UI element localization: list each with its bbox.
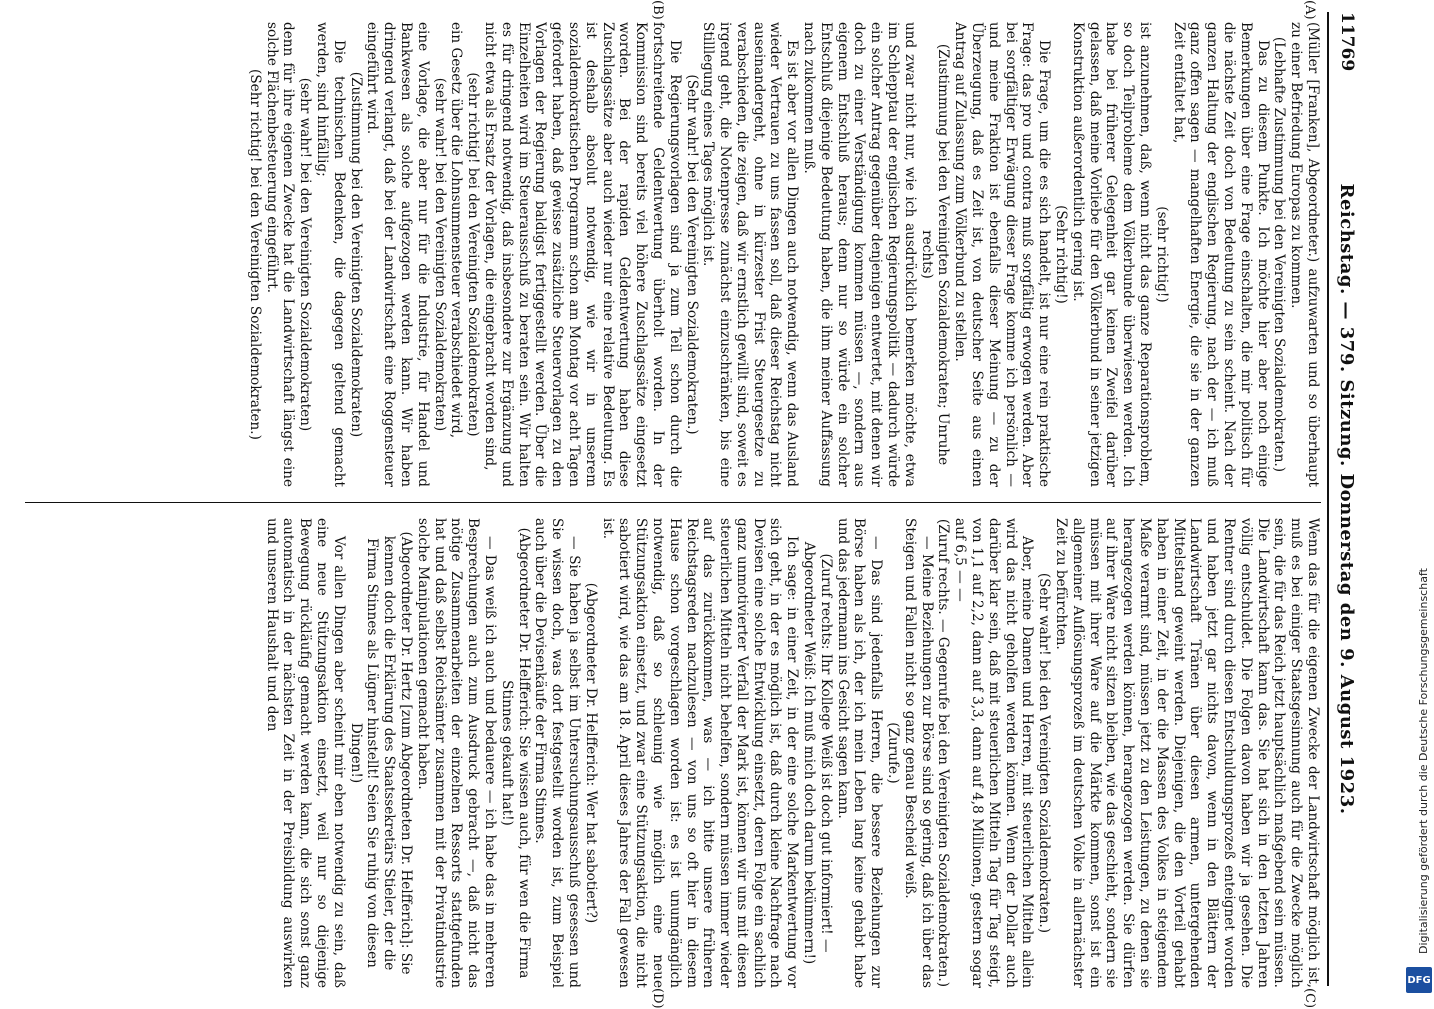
interjection: (sehr wahr! bei den Vereinigten Sozialdemokraten) <box>297 77 314 432</box>
paragraph: — Das sind jedenfalls Herren, die bessere Beziehungen zur Börse haben als ich, der ich mein Leben lang keine gehabt habe und das jedermann ins Gesicht sagen kann. <box>834 518 885 988</box>
running-title: Reichstag. — 379. Sitzung. Donnerstag den 9. August 1923. <box>1336 183 1357 815</box>
rotated-page <box>15 0 1365 1009</box>
interjection: (Zustimmung bei den Vereinigten Sozialdemokraten) <box>347 71 364 438</box>
paragraph: Ich sage: in einer Zeit, in der eine solche Markentwertung vor sich geht, in der es möglich ist, daß durch kleine Nachfrage nach Devisen eine solche Entwicklung einsetzt, deren Folge ein sachlich ganz unmotivierter Verfall der Mark ist, können wir uns mit diesen steuerlichen Mitteln nicht behelfen, sondern müssen immer wieder auf das zurückkommen, was — ich bitte unsere früheren Reichstagsreden nachzulesen — von uns so oft hier in diesem Hause schon vorgeschlagen worden ist: es ist unumgänglich notwendig, daß so schleunig wie möglich eine neue Stützungsaktion einsetzt, und zwar eine Stützungsaktion, die nicht sabotiert wird, wie das am 18. April dieses Jahres der Fall gewesen ist. <box>599 518 801 988</box>
paragraph: Aber, meine Damen und Herren, mit steuerlichen Mitteln allein wird das nicht geholfen werden können. Wenn der Dollar auch darüber klar sein, daß mit steuerlichen Mitteln Tag für Tag steigt, von 1,1 auf 2,2, dann auf 3,3, dann auf 4,8 Millionen, gestern sogar auf 6,5 — — <box>952 518 1036 988</box>
interjection: (Zuruf rechts: Ihr Kollege Weiß ist doch gut informiert! — Abgeordneter Weiß: Ich muß mich doch darum bekümmern!) <box>801 541 834 965</box>
paragraph: Wenn das für die eigenen Zwecke der Landwirtschaft möglich ist, muß es bei einiger Staatsgesinnung auch für die Zwecke möglich sein, die für das Reich jetzt hauptsächlich maßgebend sein müssen. Die Landwirtschaft kann das. Sie hat sich in den letzten Jahren völlig entschuldet. Die Folgen davon haben wir ja gesehen. Die Rentner sind durch diesen Entschuldungsprozeß enteignet worden und haben jetzt gar nichts davon, wenn in den Blättern der Landwirtschaft Tränen über diesen armen, untergehenden Mittelstand geweint werden. Diejenigen, die den Vorteil gehabt haben in einer Zeit, in der die Massen des Volkes in steigendem Maße verarmt sind, müssen jetzt zu den Leistungen, zu denen sie herangezogen werden können, herangezogen werden. Sie dürfen auf ihrer Ware nicht sitzen bleiben, wie das geschieht, sondern sie müssen mit ihrer Ware auf die Märkte kommen, sonst ist ein allgemeiner Auflösungsprozeß im deutschen Volke in allernächster Zeit zu befürchten. <box>1053 518 1321 988</box>
margin-marker-b: (B) <box>650 0 665 20</box>
paragraph: und zwar nicht nur, wie ich ausdrücklich bemerken möchte, etwa im Schlepptau der englischen Regierungspolitik — dadurch würde ein solcher Antrag gegenüber denjenigen entwertet, mit denen wir doch zu einer Verständigung kommen müssen —, sondern aus eigenem Entschluß heraus; denn nur so würde ein solcher Entschluß diejenige Bedeutung haben, die ihm meiner Auffassung nach zukommen muß. <box>801 22 918 487</box>
interjection: (Sehr wahr! bei den Vereinigten Sozialdemokraten.) <box>1036 572 1053 934</box>
paragraph: eine Vorlage, die aber nur für die Industrie, für Handel und Bankwesen als solche aufgezogen werden kann. Wir haben dringend verlangt, daß bei der Landwirtschaft eine Roggensteuer eingeführt wird. <box>364 22 431 487</box>
funding-note-text: Digitalisierung gefördert durch die Deutsche Forschungsgemeinschaft <box>1417 568 1430 954</box>
interjection: (Abgeordneter Dr. Helfferich: Wer hat sabotiert?) <box>582 582 599 924</box>
interjection: (sehr wahr! bei den Vereinigten Sozialdemokraten) <box>431 77 448 432</box>
interjection: (Sehr richtig! bei den Vereinigten Sozialdemokraten.) <box>246 69 263 440</box>
margin-marker-a: (A) <box>1302 0 1317 20</box>
digitization-sidebar <box>1402 0 1434 1000</box>
interjection: (Sehr wahr! bei den Vereinigten Sozialdemokraten.) <box>683 74 700 435</box>
right-column <box>25 518 1321 988</box>
interjection: (Zustimmung bei den Vereinigten Sozialdemokraten; Unruhe rechts) <box>918 43 952 466</box>
margin-marker-c: (C) <box>1302 988 1317 1009</box>
paragraph: Die technischen Bedenken, die dagegen geltend gemacht werden, sind hinfällig; <box>313 22 347 487</box>
interjection: (Abgeordneter Dr. Helfferich: Sie wissen auch, für wen die Firma Stinnes gekauft hat!) <box>498 527 532 979</box>
paragraph: Es ist aber vor allen Dingen auch notwendig, wenn das Ausland wieder Vertrauen zu uns fassen soll, daß dieser Reichstag nicht auseinandergeht, ohne in kürzester Frist Steuergesetze zu verabschieden, die zeigen, daß wir ernstlich gewillt sind, soweit es irgend geht, die Notenpresse zunächst einzuschränken, bis eine Stilllegung eines Tages möglich ist. <box>700 22 801 487</box>
page-header <box>1327 12 1359 986</box>
paragraph: Die Frage, um die es sich handelt, ist nur eine rein praktische Frage: das pro und contra muß sorgfältig erwogen werden. Aber bei sorgfältiger Erwägung dieser Frage komme ich persönlich — und meine Fraktion ist ebenfalls dieser Meinung — zu der Überzeugung, daß es Zeit ist, von deutscher Seite aus einen Antrag auf Zulassung zum Völkerbund zu stellen. <box>952 22 1053 487</box>
interjection: (sehr richtig!) <box>1153 206 1170 303</box>
paragraph: Das zu diesem Punkte. Ich möchte hier aber noch einige Bemerkungen über eine Frage einschalten, die mir politisch für die nächste Zeit doch von Bedeutung zu sein scheint. Nach der ganzen Haltung der englischen Regierung, nach der — ich muß ganz offen sagen — mangelhaften Energie, die sie in der ganzen Zeit entfaltet hat, <box>1170 22 1271 487</box>
paragraph: Vor allen Dingen aber scheint mir eben notwendig zu sein, daß eine neue Stützungsaktion einsetzt, weil nur so diejenige Bewegung rückläufig gemacht werden kann, die sich sonst ganz automatisch in der nächsten Zeit in der Preisbildung auswirken und unseren Haushalt und den <box>263 518 347 988</box>
interjection: (Zurufe.) <box>885 722 902 784</box>
paragraph: (Müller [Franken], Abgeordneter.) aufzuwarten und so überhaupt zu einer Befriedung Europas zu kommen. <box>1288 22 1321 487</box>
dfg-logo-icon: DFG <box>1406 967 1432 993</box>
paragraph: denn für ihre eigenen Zwecke hat die Landwirtschaft längst eine solche Flächenbesteuerung eingeführt. <box>263 22 297 487</box>
paragraph: ist anzunehmen, daß, wenn nicht das ganze Reparationsproblem, so doch Teilprobleme dem Völkerbunde überwiesen werden. Ich habe bei früherer Gelegenheit gar keinen Zweifel darüber gelassen, daß meine Vorliebe für den Völkerbund in seiner jetzigen Konstruktion außerordentlich gering ist. <box>1069 22 1154 487</box>
column-divider <box>25 502 1321 503</box>
interjection: (Sehr richtig!) <box>1053 205 1070 304</box>
interjection: (Lebhafte Zustimmung bei den Vereinigten Sozialdemokraten.) <box>1271 36 1288 473</box>
paragraph: ein Gesetz über die Lohnsummensteuer verabschiedet wird, <box>448 22 465 439</box>
paragraph: — Das weiß ich auch und bedauere — ich habe das in mehreren Besprechungen auch zum Ausdruck gebracht —, daß nicht das nötige Zusammenarbeiten der einzelnen Ressorts stattgefunden hat und daß selbst Reichsämter zusammen mit der Privatindustrie solche Manipulationen gemacht haben. <box>414 518 498 988</box>
interjection: (Zuruf rechts. — Gegenrufe bei den Vereinigten Sozialdemokraten.) <box>935 518 952 988</box>
paragraph: — Meine Beziehungen zur Börse sind so gering, daß ich über das Steigen und Fallen nicht so ganz genau Bescheid weiß. <box>901 518 935 988</box>
paragraph: Die Regierungsvorlagen sind ja zum Teil schon durch die fortschreitende Geldentwertung überholt worden. In der Kommission sind bereits viel höhere Zuschlagssätze eingesetzt worden. Bei der rapiden Geldentwertung haben diese Zuschlagssätze aber auch wieder nur eine relative Bedeutung. Es ist deshalb absolut notwendig, wie wir in unserem sozialdemokratischen Programm schon am Montag vor acht Tagen gefordert haben, daß gewisse zusätzliche Steuervorlagen zu den Vorlagen der Regierung baldigst fertiggestellt werden. Über die Einzelheiten wird im Steuerausschuß zu beraten sein. Wir halten es für dringend notwendig, daß insbesondere zur Ergänzung und nicht etwa als Ersatz der Vorlagen, die eingebracht worden sind, <box>481 22 683 487</box>
interjection: (Abgeordneter Dr. Hertz [zum Abgeordneten Dr. Helfferich]: Sie kennen doch die Erklärung des Staatssekretärs Stieler, der die Firma Stinnes als Lügner hinstellt! Seien Sie ruhig von diesen Dingen!) <box>347 531 414 975</box>
interjection: (sehr richtig! bei den Vereinigten Sozialdemokraten) <box>465 72 482 437</box>
page-number: 11769 <box>1337 12 1357 72</box>
paragraph: — Sie haben ja selbst im Untersuchungsausschuß gesessen und Sie wissen doch, was dort festgestellt worden ist, zum Beispiel auch über die Devisenkäufe der Firma Stinnes. <box>532 518 582 988</box>
left-column <box>25 22 1321 487</box>
margin-marker-d: (D) <box>650 988 665 1009</box>
